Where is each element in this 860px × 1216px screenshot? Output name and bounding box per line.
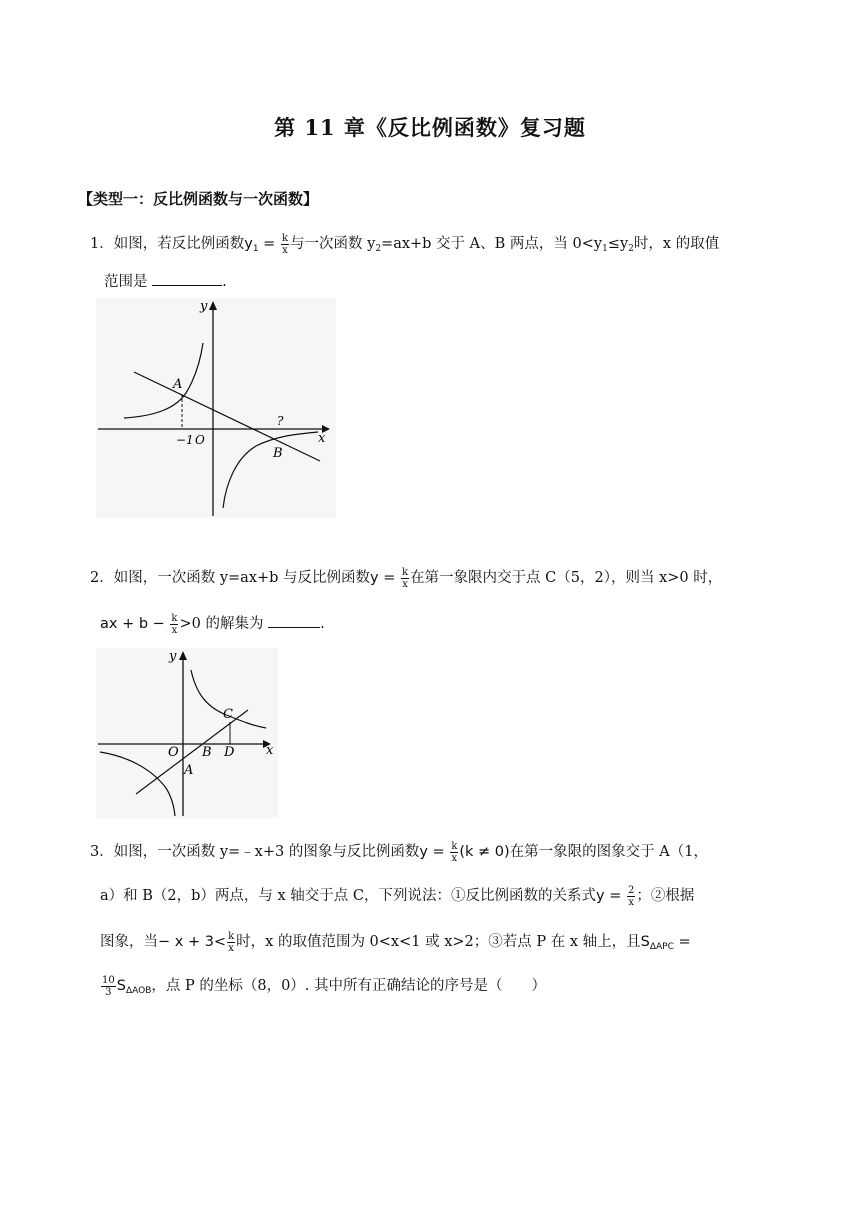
label-question: ?	[277, 414, 284, 428]
label-neg1: −1	[176, 433, 194, 447]
q3-line3: 图象，当− x + 3< $\frac{k}{x}$ 时，x 的取值范围为 0<x<1 或 x>2；③若点 P 在 x 轴上，且$S_{\Delta APC}$ =	[100, 930, 691, 954]
q3-line4: $\frac{10}{3}$ $S_{\Delta AOB}$，点 P 的坐标（8，0）. 其中所有正确结论的序号是（ ）	[102, 974, 547, 998]
label-x: x	[318, 431, 326, 446]
q2-fraction: $\frac{k}{x}$	[402, 566, 409, 590]
label-B: B	[202, 745, 212, 760]
q3-line1: 3．如图，一次函数 y=﹣x+3 的图象与反比例函数y = $\frac{k}{x}$ (k ≠ 0)在第一象限的图象交于 A（1，	[90, 840, 708, 864]
label-D: D	[224, 745, 235, 760]
page-title: 第 11 章《反比例函数》复习题	[274, 115, 586, 140]
label-y: y	[200, 299, 208, 314]
label-A: A	[184, 763, 194, 778]
label-O: O	[168, 745, 179, 760]
q2-line1: 2．如图，一次函数 y=ax+b 与反比例函数y = $\frac{k}{x}$ 在第一象限内交于点 C（5，2），则当 x>0 时，	[90, 566, 723, 590]
label-C: C	[223, 707, 233, 722]
q1-text-a: 如图，若反比例函数	[113, 236, 245, 252]
label-y: y	[169, 649, 177, 664]
q2-figure	[96, 648, 278, 818]
label-x: x	[266, 743, 274, 758]
label-A: A	[173, 377, 183, 392]
q1-expr: $y_1$ =	[244, 236, 280, 254]
q1-line2: 范围是 .	[104, 274, 227, 290]
label-B: B	[273, 446, 283, 461]
label-O: O	[195, 433, 205, 447]
q3-fraction-2: $\frac{2}{x}$	[627, 884, 635, 908]
q3-fraction-4: $\frac{10}{3}$	[102, 974, 115, 998]
q2-line2: ax + b − $\frac{k}{x}$ >0 的解集为 .	[100, 612, 325, 636]
q1-line1: 1．如图，若反比例函数$y_1$ = $\frac{k}{x}$ 与一次函数 $y_2=ax+b$ 交于 A、B 两点，当 $0<y_1\le y_2$时，x 的取值	[90, 232, 720, 256]
section-heading: 【类型一：反比例函数与一次函数】	[78, 190, 319, 208]
q3-line2: a）和 B（2，b）两点，与 x 轴交于点 C，下列说法：①反比例函数的关系式y = $\frac{2}{x}$ ；②根据	[100, 884, 695, 908]
q2-answer-blank[interactable]	[268, 615, 320, 628]
q1-figure	[96, 298, 336, 518]
q1-fraction: $\frac{k}{x}$	[281, 232, 288, 256]
q3-fraction-3: $\frac{k}{x}$	[228, 930, 235, 954]
q1-number: 1．	[90, 236, 114, 252]
q2-fraction-2: $\frac{k}{x}$	[171, 612, 178, 636]
q3-fraction-1: $\frac{k}{x}$	[451, 840, 458, 864]
q1-answer-blank[interactable]	[152, 273, 222, 286]
